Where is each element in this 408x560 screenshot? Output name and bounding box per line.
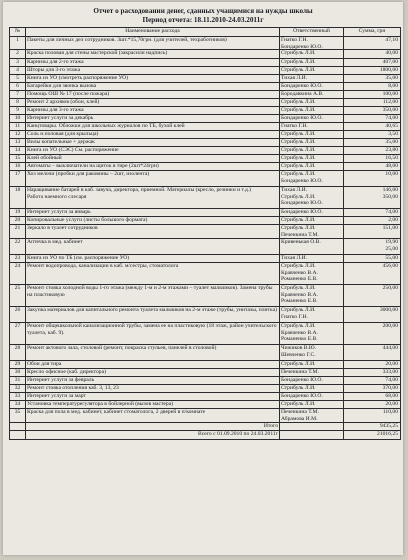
row-expense: Интернет услуги за февраль — [26, 377, 280, 384]
row-expense: Наращивание батарей в каб. завуча, директора, приемной. Материалы (кресло, резинки и т.д.) Работа наемного слесаря — [26, 187, 280, 208]
row-number: 8 — [10, 99, 26, 106]
row-sum — [344, 147, 400, 154]
table-row — [10, 255, 400, 263]
header-responsible: Ответственный — [280, 28, 344, 36]
row-number: 3 — [10, 59, 26, 66]
row-responsible — [280, 285, 344, 306]
responsible-name: Гнатко Г.Н. — [281, 123, 308, 129]
table-row — [10, 187, 400, 209]
row-number: 15 — [10, 155, 26, 162]
report-title — [9, 7, 397, 24]
row-expense: Ремонт стояка холодной воды 1-го этажа (между 1-м и 2-м этажами – туалет мальчиков). Замена трубы на пластиковую — [26, 285, 280, 306]
responsible-name: Стрибуль Л.И. — [281, 225, 316, 231]
row-sum — [344, 409, 400, 422]
table-row — [10, 115, 400, 123]
row-responsible — [280, 50, 344, 58]
row-number: 1 — [10, 37, 26, 49]
sum-value: 456,00 — [382, 263, 398, 269]
header-number: № — [10, 28, 26, 36]
table-row — [10, 67, 400, 75]
row-number: 33 — [10, 393, 26, 400]
row-sum — [344, 239, 400, 254]
row-number: 14 — [10, 147, 26, 154]
row-number: 35 — [10, 409, 26, 422]
row-sum — [344, 139, 400, 146]
row-responsible — [280, 225, 344, 238]
row-number: 31 — [10, 377, 26, 384]
responsible-name: Кравченко В.А. — [281, 329, 318, 336]
table-row — [10, 37, 400, 50]
row-sum — [344, 123, 400, 130]
sum-value: 35,00 — [385, 139, 398, 145]
table-row — [10, 91, 400, 99]
table-row — [10, 123, 400, 131]
row-sum — [344, 323, 400, 344]
report-title-line: Отчет о расходовании денег, сданных учащимися на нужды школы — [93, 7, 313, 15]
row-number: 7 — [10, 91, 26, 98]
responsible-name: Стрибуль Л.И. — [281, 67, 316, 73]
responsible-name: Бондаренко Ю.О. — [281, 83, 323, 89]
total-sum: 21016,25 — [377, 431, 398, 437]
sum-value: 2,00 — [388, 217, 398, 223]
row-sum — [344, 75, 400, 82]
sum-value: 3000,00 — [379, 307, 398, 313]
row-responsible — [280, 239, 344, 254]
responsible-name: Стрибуль Л.И. — [281, 131, 316, 137]
responsible-name: Тихая Л.И. — [281, 255, 308, 261]
row-number: 34 — [10, 401, 26, 408]
row-number: 12 — [10, 131, 26, 138]
responsible-name: Печенкина Т.М. — [281, 231, 319, 238]
row-sum — [344, 59, 400, 66]
table-row — [10, 369, 400, 377]
row-responsible — [280, 67, 344, 74]
sum-value: 110,00 — [382, 409, 398, 415]
row-sum — [344, 131, 400, 138]
row-number: 22 — [10, 239, 26, 254]
row-number: 5 — [10, 75, 26, 82]
row-expense: Клей обойный — [26, 155, 280, 162]
report-document — [3, 2, 403, 555]
row-expense: Краска половая для стены мастерской (закрасили надпись) — [26, 50, 280, 58]
row-responsible — [280, 123, 344, 130]
responsible-name: Абрамова И.М. — [281, 415, 318, 422]
sum-value: 250,00 — [382, 285, 398, 291]
row-expense: Книга из УО по ТБ (см. распоряжение УО) — [26, 255, 280, 262]
row-expense: Кресло офисное (каб. директора) — [26, 369, 280, 376]
sum-value: 68,00 — [385, 393, 398, 399]
row-expense: Ремонт 2 архивов (обои, клей) — [26, 99, 280, 106]
row-responsible — [280, 209, 344, 216]
row-expense: Батарейки для звонка вызова — [26, 83, 280, 90]
table-row — [10, 285, 400, 307]
row-expense: Шторы для 3-го этажа — [26, 67, 280, 74]
responsible-name: Печенкина Т.М. — [281, 409, 319, 415]
responsible-name: Стрибуль Л.И. — [281, 401, 316, 407]
sum-value: 35,00 — [385, 75, 398, 81]
row-number: 17 — [10, 171, 26, 186]
sum-value: 25,00 — [385, 245, 398, 252]
row-responsible — [280, 171, 344, 186]
responsible-name: Стрибуль Л.И. — [281, 217, 316, 223]
sum-value: 74,00 — [385, 377, 398, 383]
row-responsible — [280, 99, 344, 106]
responsible-name: Кривенькая О.В. — [281, 239, 321, 245]
row-expense: Установка температурегулятора в бойлерной (вызов мастера) — [26, 401, 280, 408]
row-expense: Зеркало в туалет сотрудников — [26, 225, 280, 238]
row-expense: Интернет услуги за декабрь — [26, 115, 280, 122]
row-expense: Ремонт общешкольной канализационной трубы, замена ее на пластиковую (18 этаж, район учительского туалета, каб. 9). — [26, 323, 280, 344]
row-responsible — [280, 393, 344, 400]
row-sum — [344, 385, 400, 392]
responsible-name: Бондаренко Ю.О. — [281, 200, 323, 206]
total-label: Итого — [26, 423, 280, 430]
table-row — [10, 307, 400, 323]
responsible-name: Стрибуль Л.И. — [281, 285, 316, 291]
row-expense: Закупка материалов для капитального ремонта туалета мальчиков на 2-м этаже (трубы, унитазы, плитка) — [26, 307, 280, 322]
row-expense: Хоз мелочи (пробки для раковины – 2шт, изолента) — [26, 171, 280, 186]
row-expense: Ремонт стояка отопления каб. 3, 13, 23 — [26, 385, 280, 392]
row-expense: Обои для тира — [26, 361, 280, 368]
sum-value: 8,00 — [388, 83, 398, 89]
row-expense: Интернет услуги за март — [26, 393, 280, 400]
table-row — [10, 155, 400, 163]
table-row — [10, 163, 400, 171]
sum-value: 444,00 — [382, 345, 398, 351]
sum-value: 370,00 — [382, 385, 398, 391]
table-row — [10, 385, 400, 393]
row-number: 28 — [10, 345, 26, 360]
row-expense: Ремонт водопровода, канализации в каб. м/сестры, стоматолога — [26, 263, 280, 284]
row-sum — [344, 225, 400, 238]
sum-value: 40,00 — [385, 50, 398, 56]
sum-value: 112,00 — [382, 99, 398, 105]
row-expense: Карнизы для 2-го этажа — [26, 59, 280, 66]
sum-value: 350,00 — [382, 107, 398, 113]
responsible-name: Кравченко В.А. — [281, 291, 318, 298]
table-row — [10, 107, 400, 115]
row-number: 18 — [10, 187, 26, 208]
row-expense: Аптечка в мед. кабинет — [26, 239, 280, 254]
table-row — [10, 75, 400, 83]
sum-value: 48,00 — [385, 163, 398, 169]
responsible-name: Стрибуль Л.И. — [281, 361, 316, 367]
row-responsible — [280, 187, 344, 208]
table-row — [10, 345, 400, 361]
sum-value: 151,00 — [382, 225, 398, 231]
header-expense: Наименование расхода — [26, 28, 280, 36]
row-sum — [344, 163, 400, 170]
responsible-name: Стрибуль Л.И. — [281, 323, 316, 329]
row-number: 32 — [10, 385, 26, 392]
row-responsible — [280, 323, 344, 344]
responsible-name: Стрибуль Л.И. — [281, 385, 316, 391]
responsible-name: Романенко Е.В. — [281, 336, 318, 342]
row-sum — [344, 217, 400, 224]
row-expense: Карнизы для 3-го этажа — [26, 107, 280, 114]
row-responsible — [280, 401, 344, 408]
table-row — [10, 147, 400, 155]
responsible-name: Гнатко Г.Н. — [281, 313, 308, 320]
row-number: 16 — [10, 163, 26, 170]
total-sum: 9435,25 — [379, 423, 398, 429]
row-expense: Краска для пола в мед. кабинет, кабинет стоматолога, 2 дверей в п/комнате — [26, 409, 280, 422]
table-row — [10, 59, 400, 67]
row-responsible — [280, 107, 344, 114]
table-row — [10, 209, 400, 217]
row-number: 24 — [10, 263, 26, 284]
sum-value: 333,00 — [382, 369, 398, 375]
sum-value: 146,00 — [382, 187, 398, 193]
sum-value: 407,00 — [382, 59, 398, 65]
row-expense: Копировальные услуги (листы большого формата) — [26, 217, 280, 224]
row-sum — [344, 115, 400, 122]
row-sum — [344, 345, 400, 360]
sum-value: 1800,00 — [379, 67, 398, 73]
row-sum — [344, 83, 400, 90]
table-row — [10, 139, 400, 147]
table-row — [10, 217, 400, 225]
row-responsible — [280, 139, 344, 146]
row-sum — [344, 401, 400, 408]
row-number: 6 — [10, 83, 26, 90]
row-number: 25 — [10, 285, 26, 306]
row-sum — [344, 209, 400, 216]
row-sum — [344, 361, 400, 368]
row-sum — [344, 369, 400, 376]
row-number: 4 — [10, 67, 26, 74]
row-responsible — [280, 115, 344, 122]
row-responsible — [280, 255, 344, 262]
total-responsible-cell — [280, 431, 344, 439]
row-sum — [344, 37, 400, 49]
row-sum — [344, 50, 400, 58]
row-expense: Интернет услуги за январь — [26, 209, 280, 216]
sum-value: 10,00 — [385, 171, 398, 177]
row-number: 20 — [10, 217, 26, 224]
responsible-name: Стрибуль Л.И. — [281, 139, 316, 145]
responsible-name: Шевченко Г.С. — [281, 351, 316, 358]
row-responsible — [280, 147, 344, 154]
row-responsible — [280, 59, 344, 66]
responsible-name: Бондаренко Ю.О. — [281, 177, 323, 184]
table-row — [10, 171, 400, 187]
table-row — [10, 323, 400, 345]
row-sum — [344, 67, 400, 74]
responsible-name: Романенко Е.В. — [281, 276, 318, 282]
row-expense: Помощь ОШ № 17 (после пожара) — [26, 91, 280, 98]
row-number: 26 — [10, 307, 26, 322]
row-number: 30 — [10, 369, 26, 376]
responsible-name: Тихая Л.И. — [281, 75, 308, 81]
row-responsible — [280, 131, 344, 138]
header-sum: Сумма, грн — [358, 28, 386, 34]
row-sum — [344, 107, 400, 114]
row-expense: Книга из УО (СЭС) См. распоряжение — [26, 147, 280, 154]
row-expense: Канцтовары. Обложки для школьных журналов по ТБ, бухой клей — [26, 123, 280, 130]
table-row — [10, 263, 400, 285]
table-row — [10, 225, 400, 239]
row-sum — [344, 393, 400, 400]
row-number: 29 — [10, 361, 26, 368]
row-responsible — [280, 217, 344, 224]
row-expense: Ремонт актового зала, столовой (ремонт, покраска стульев, панелей в столовой) — [26, 345, 280, 360]
row-number: 27 — [10, 323, 26, 344]
row-sum — [344, 99, 400, 106]
row-responsible — [280, 83, 344, 90]
row-sum — [344, 171, 400, 186]
table-row — [10, 361, 400, 369]
responsible-name: Печенкина Т.М. — [281, 369, 319, 375]
total-label: Всего с 01.09.2010 по 24.03.2011г — [26, 431, 280, 439]
row-sum — [344, 91, 400, 98]
row-responsible — [280, 163, 344, 170]
responsible-name: Бородавкина А.В. — [281, 91, 324, 97]
total-row — [10, 423, 400, 431]
row-responsible — [280, 75, 344, 82]
responsible-name: Бондаренко Ю.О. — [281, 43, 323, 49]
row-responsible — [280, 385, 344, 392]
table-row — [10, 131, 400, 139]
responsible-name: Тихая Л.И. — [281, 187, 308, 193]
sum-value: 19,90 — [385, 239, 398, 245]
sum-value: 55,00 — [385, 255, 398, 261]
table-row — [10, 239, 400, 255]
row-number: 2 — [10, 50, 26, 58]
table-row — [10, 99, 400, 107]
responsible-name: Бондаренко Ю.О. — [281, 377, 323, 383]
row-number: 13 — [10, 139, 26, 146]
row-expense: Соль н.половая (для крыльца) — [26, 131, 280, 138]
row-number: 9 — [10, 107, 26, 114]
total-number-cell — [10, 423, 26, 430]
row-number: 23 — [10, 255, 26, 262]
responsible-name: Стрибуль Л.И. — [281, 263, 316, 269]
sum-value: 350,00 — [382, 193, 398, 200]
table-row — [10, 401, 400, 409]
responsible-name: Бондаренко Ю.О. — [281, 209, 323, 215]
responsible-name: Стрибуль Л.И. — [281, 171, 316, 177]
row-responsible — [280, 37, 344, 49]
row-responsible — [280, 155, 344, 162]
sum-value: 74,00 — [385, 209, 398, 215]
sum-value: 20,00 — [385, 361, 398, 367]
row-responsible — [280, 409, 344, 422]
row-sum — [344, 307, 400, 322]
sum-value: 47,10 — [385, 37, 398, 43]
sum-value: 200,00 — [382, 323, 398, 329]
row-expense: Вилы копательные + держак — [26, 139, 280, 146]
row-sum — [344, 155, 400, 162]
responsible-name: Стрибуль Л.И. — [281, 155, 316, 161]
table-row — [10, 83, 400, 91]
table-row — [10, 393, 400, 401]
sum-value: 40,65 — [385, 123, 398, 129]
expense-table — [9, 27, 401, 440]
row-sum — [344, 377, 400, 384]
row-number: 21 — [10, 225, 26, 238]
sum-value: 100,00 — [382, 91, 398, 97]
responsible-name: Романенко Е.В. — [281, 298, 318, 304]
responsible-name: Чижиков В.Ю. — [281, 345, 317, 351]
sum-value: 16,50 — [385, 155, 398, 161]
sum-value: 23,80 — [385, 147, 398, 153]
row-number: 11 — [10, 123, 26, 130]
row-sum — [344, 263, 400, 284]
row-responsible — [280, 91, 344, 98]
responsible-name: Стрибуль Л.И. — [281, 50, 316, 56]
sum-value: 20,00 — [385, 401, 398, 407]
responsible-name: Кравченко В.А. — [281, 269, 318, 276]
responsible-name: Стрибуль Л.И. — [281, 307, 316, 313]
row-responsible — [280, 377, 344, 384]
row-sum — [344, 285, 400, 306]
row-number: 10 — [10, 115, 26, 122]
row-responsible — [280, 263, 344, 284]
responsible-name: Стрибуль Л.И. — [281, 193, 316, 200]
responsible-name: Стрибуль Л.И. — [281, 59, 316, 65]
row-expense: Автоматы – выключатели на щиток в тире (2шт*24грн) — [26, 163, 280, 170]
row-expense: Пакеты для личных дел сотрудников. 3шт.*15,70грн. (для учителей, техработников) — [26, 37, 280, 49]
responsible-name: Стрибуль Л.И. — [281, 147, 316, 153]
table-row — [10, 377, 400, 385]
report-period: Период отчета: 18.11.2010-24.03.2011г — [142, 15, 264, 24]
total-number-cell — [10, 431, 26, 439]
responsible-name: Стрибуль Л.И. — [281, 99, 316, 105]
sum-value: 3,50 — [388, 131, 398, 137]
row-expense: Книга из УО (смотреть распоряжение УО) — [26, 75, 280, 82]
row-sum — [344, 255, 400, 262]
row-responsible — [280, 369, 344, 376]
row-responsible — [280, 307, 344, 322]
responsible-name: Гнатко Г.Н. — [281, 37, 308, 43]
row-responsible — [280, 345, 344, 360]
row-number: 19 — [10, 209, 26, 216]
responsible-name: Стрибуль Л.И. — [281, 163, 316, 169]
responsible-name: Стрибуль Л.И. — [281, 107, 316, 113]
table-body — [10, 37, 400, 439]
row-sum — [344, 187, 400, 208]
row-responsible — [280, 361, 344, 368]
sum-value: 74,00 — [385, 115, 398, 121]
responsible-name: Бондаренко Ю.О. — [281, 115, 323, 121]
total-row — [10, 431, 400, 439]
table-header-row — [10, 28, 400, 37]
table-row — [10, 409, 400, 423]
responsible-name: Бондаренко Ю.О. — [281, 393, 323, 399]
table-row — [10, 50, 400, 59]
total-responsible-cell — [280, 423, 344, 430]
